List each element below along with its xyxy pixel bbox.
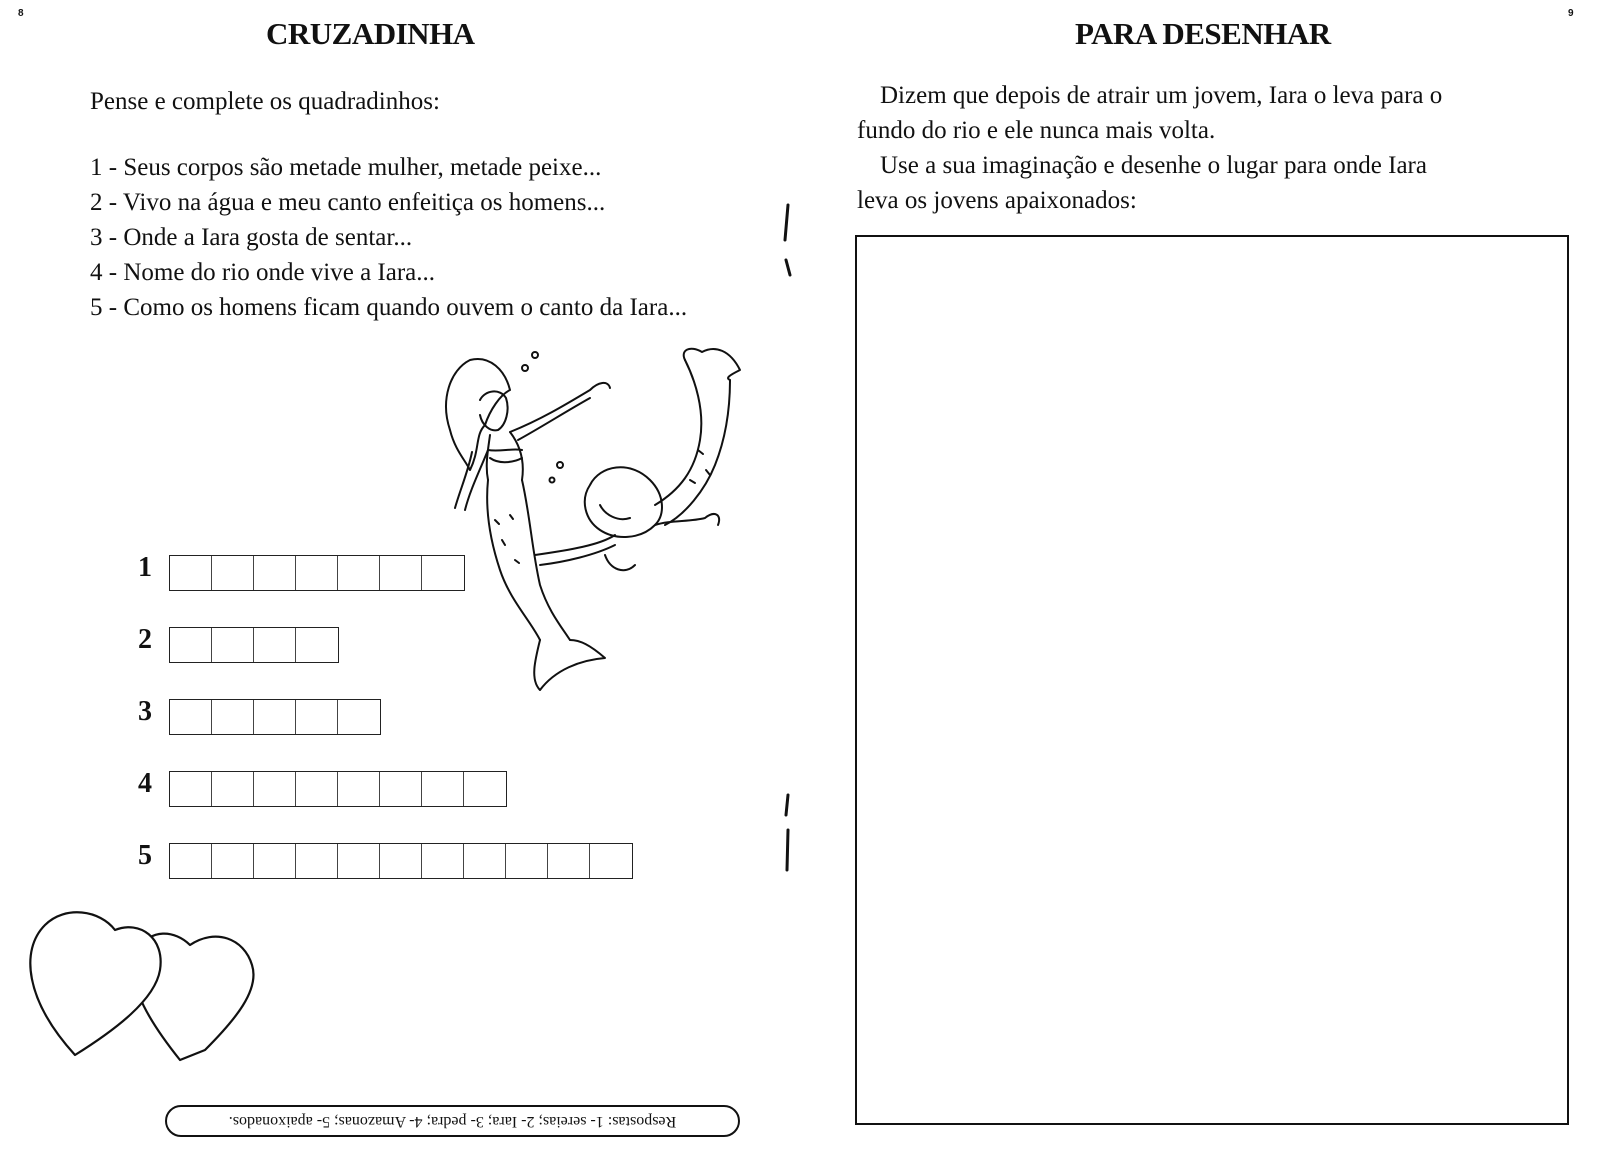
clue-list: [90, 150, 730, 325]
crossword-cell[interactable]: [590, 844, 632, 878]
crossword-cell[interactable]: [212, 844, 254, 878]
crossword-cell[interactable]: [464, 772, 506, 806]
crossword-cell[interactable]: [296, 772, 338, 806]
paragraph2-line1: Use a sua imaginação e desenhe o lugar para onde Iara: [880, 152, 1427, 179]
answers-banner: [165, 1105, 740, 1137]
crossword-cell[interactable]: [338, 772, 380, 806]
row-label-4: 4: [138, 768, 152, 799]
row-label-2: 2: [138, 624, 152, 655]
crossword-cell[interactable]: [548, 844, 590, 878]
crossword-cell[interactable]: [254, 844, 296, 878]
crossword-cell[interactable]: [506, 844, 548, 878]
crossword-cell[interactable]: [212, 628, 254, 662]
crossword-cell[interactable]: [170, 628, 212, 662]
row-label-5: 5: [138, 840, 152, 871]
crossword-cell[interactable]: [212, 772, 254, 806]
clue-item: 5 - Como os homens ficam quando ouvem o canto da Iara...: [90, 294, 688, 321]
crossword-cell[interactable]: [254, 700, 296, 734]
paragraph2-line2: leva os jovens apaixonados:: [857, 187, 1137, 214]
crossword-cell[interactable]: [380, 844, 422, 878]
crossword-row-1[interactable]: [169, 555, 465, 591]
left-page-number: 8: [18, 8, 24, 19]
crossword-cell[interactable]: [212, 700, 254, 734]
paragraph1-line2: fundo do rio e ele nunca mais volta.: [857, 117, 1216, 144]
paragraph1-line1: Dizem que depois de atrair um jovem, Iara o leva para o: [880, 82, 1443, 109]
clue-item: 4 - Nome do rio onde vive a Iara...: [90, 259, 436, 286]
row-label-3: 3: [138, 696, 152, 727]
row-label-1: 1: [138, 552, 152, 583]
crossword-cell[interactable]: [338, 556, 380, 590]
crossword-row-5[interactable]: [169, 843, 633, 879]
crossword-row-3[interactable]: [169, 699, 381, 735]
instruction-text: Pense e complete os quadradinhos:: [90, 88, 440, 115]
crossword-cell[interactable]: [254, 772, 296, 806]
clue-item: 1 - Seus corpos são metade mulher, metade peixe...: [90, 154, 602, 181]
crossword-cell[interactable]: [422, 772, 464, 806]
crossword-cell[interactable]: [296, 844, 338, 878]
crossword-cell[interactable]: [254, 556, 296, 590]
right-page-number: 9: [1568, 8, 1574, 19]
crossword-cell[interactable]: [338, 700, 380, 734]
crossword-cell[interactable]: [254, 628, 296, 662]
mermaids-illustration-icon: [440, 340, 770, 710]
crossword-row-2[interactable]: [169, 627, 339, 663]
crossword-cell[interactable]: [296, 628, 338, 662]
right-page-title: PARA DESENHAR: [1075, 16, 1331, 51]
left-page-title: CRUZADINHA: [266, 16, 475, 51]
crossword-cell[interactable]: [296, 556, 338, 590]
crossword-cell[interactable]: [170, 772, 212, 806]
crossword-row-4[interactable]: [169, 771, 507, 807]
drawing-area[interactable]: [855, 235, 1569, 1125]
crossword-cell[interactable]: [338, 844, 380, 878]
answers-text: Respostas: 1- sereias; 2- Iara; 3- pedra; 4- Amazonas; 5- apaixonados.: [228, 1113, 677, 1130]
crossword-cell[interactable]: [380, 556, 422, 590]
crossword-cell[interactable]: [170, 700, 212, 734]
crossword-cell[interactable]: [422, 844, 464, 878]
crossword-cell[interactable]: [212, 556, 254, 590]
crossword-cell[interactable]: [464, 844, 506, 878]
hearts-illustration-icon: [20, 890, 260, 1070]
crossword-cell[interactable]: [296, 700, 338, 734]
gutter-scan-marks: [780, 200, 800, 900]
crossword-cell[interactable]: [170, 556, 212, 590]
crossword-cell[interactable]: [380, 772, 422, 806]
crossword-cell[interactable]: [170, 844, 212, 878]
clue-item: 3 - Onde a Iara gosta de sentar...: [90, 224, 413, 251]
clue-item: 2 - Vivo na água e meu canto enfeitiça os homens...: [90, 189, 606, 216]
